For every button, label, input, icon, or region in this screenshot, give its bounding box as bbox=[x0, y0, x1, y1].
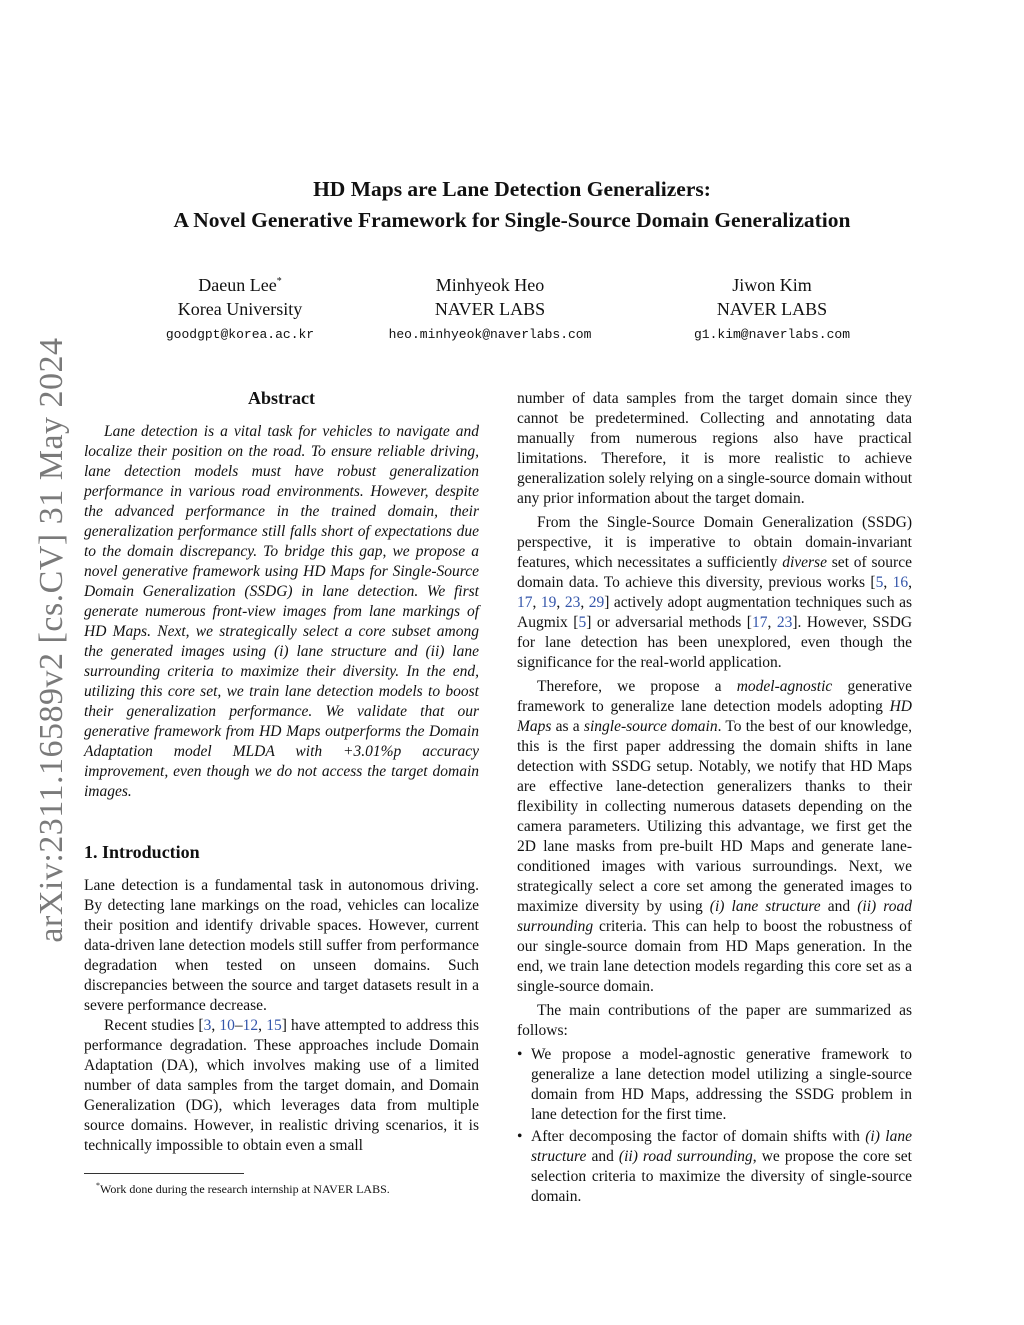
citation-link[interactable]: 23 bbox=[564, 594, 581, 611]
footnote: *Work done during the research internship at NAVER LABS. bbox=[96, 1181, 390, 1196]
abstract-text: Lane detection is a vital task for vehicles to navigate and localize their position on the road. To ensure reliable driving, lane detection models must have robust generalization performance in various road environments. However, despite the advanced performance in the trained domain, their generalization performance still falls short of expectations due to the domain discrepancy. To bridge this gap, we propose a novel generative framework using HD Maps for Single-Source Domain Generalization (SSDG) in lane detection. We first generate numerous front-view images from lane markings of HD Maps. Next, we strategically select a core subset among the generated images using (i) lane structure and (ii) lane surrounding criteria to maximize their diversity. In the end, utilizing this core set, we train lane detection models to boost their generalization performance. We validate that our generative framework from HD Maps outperforms the Domain Adaptation model MLDA with +3.01%p accuracy improvement, even though we do not access the target domain images. bbox=[84, 423, 479, 800]
author-email: g1.kim@naverlabs.com bbox=[693, 327, 851, 342]
title-line-2: A Novel Generative Framework for Single-Source Domain Generalization bbox=[173, 208, 851, 232]
right-column bbox=[517, 389, 912, 1209]
footnote-mark: * bbox=[96, 1181, 100, 1190]
list-item: • After decomposing the factor of domain shifts with (i) lane structure and (ii) road surrounding, we propose the core set selection criteria to maximize the diversity of single-source domain. bbox=[517, 1127, 912, 1207]
intro-paragraph-6: The main contributions of the paper are summarized as follows: bbox=[517, 1002, 912, 1039]
citation-link[interactable]: 3 bbox=[203, 1017, 212, 1034]
footnote-divider bbox=[84, 1173, 244, 1174]
citation-link[interactable]: 5 bbox=[875, 574, 884, 591]
introduction-heading: 1. Introduction bbox=[84, 842, 200, 862]
abstract-heading: Abstract bbox=[248, 388, 315, 408]
citation-link[interactable]: 19 bbox=[540, 594, 557, 611]
citation-link[interactable]: 17 bbox=[517, 594, 533, 611]
intro-paragraph-5: Therefore, we propose a model-agnostic generative framework to generalize lane detection models adopting HD Maps as a single-source domain. To the best of our knowledge, this is the first paper addressing the domain shifts in lane detection with SSDG setup. Notably, we notify that HD Maps are effective lane-detection generalizers thanks to their flexibility in collecting numerous datasets depending on the camera parameters. Utilizing this advantage, we first get the 2D lane masks from pre-built HD Maps and generate lane-conditioned images with various surroundings. Next, we strategically select a core set among the generated images to maximize diversity by using (i) lane structure and (ii) road surrounding criteria. This can help to boost the robustness of our single-source domain from HD Maps generation. In the end, we train lane detection models regarding this core set as a single-source domain. bbox=[517, 678, 913, 995]
list-item: • We propose a model-agnostic generative framework to generalize a lane detection model utilizing a single-source domain from HD Maps, addressing the SSDG problem in lane detection for the first time. bbox=[517, 1045, 912, 1125]
intro-paragraph-4: From the Single-Source Domain Generalization (SSDG) perspective, it is imperative to obtain domain-invariant features, which necessitates a sufficiently diverse set of source domain data. To achieve this diversity, previous works [5, 16, 17, 19, 23, 29] actively adopt augmentation techniques such as Augmix [5] or adversarial methods [17, 23]. However, SSDG for lane detection has been unexplored, even though the significance for the real-world application. bbox=[517, 514, 913, 671]
citation-link[interactable]: 23 bbox=[776, 614, 793, 631]
author-affiliation: NAVER LABS bbox=[716, 299, 828, 319]
paper-title bbox=[0, 174, 1024, 236]
citation-link[interactable]: 10 bbox=[219, 1017, 235, 1034]
author-name: Minhyeok Heo bbox=[435, 275, 545, 295]
citation-link[interactable]: 5 bbox=[578, 614, 587, 631]
citation-link[interactable]: 16 bbox=[892, 574, 909, 591]
citation-link[interactable]: 29 bbox=[588, 594, 605, 611]
citation-link[interactable]: 17 bbox=[751, 614, 768, 631]
intro-paragraph-1: Lane detection is a fundamental task in autonomous driving. By detecting lane markings on the road, vehicles can localize their position and identify drivable spaces. However, current data-driven lane detection models still suffer from performance degradation when tested on unseen domains. Such discrepancies between the source and target datasets result in a severe performance decrease. bbox=[84, 877, 479, 1014]
author-affiliation: Korea University bbox=[177, 299, 303, 319]
left-column bbox=[84, 386, 479, 1156]
author-affiliation: NAVER LABS bbox=[434, 299, 546, 319]
author-name: Jiwon Kim bbox=[732, 275, 812, 295]
citation-link[interactable]: 15 bbox=[266, 1017, 282, 1034]
author-block-1 bbox=[100, 270, 380, 345]
title-line-1: HD Maps are Lane Detection Generalizers: bbox=[313, 177, 711, 201]
author-block-3 bbox=[632, 270, 912, 345]
arxiv-identifier-stamp: arXiv:2311.16589v2 [cs.CV] 31 May 2024 bbox=[33, 337, 70, 943]
intro-paragraph-2: Recent studies [3, 10–12, 15] have attempted to address this performance degradation. These approaches include Domain Adaptation (DA), which involves making use of a limited number of data samples from the target domain, and Domain Generalization (DG), which leverages data from multiple source domains. However, in realistic driving scenarios, it is technically impossible to obtain even a small bbox=[84, 1017, 479, 1154]
contributions-list bbox=[517, 1045, 912, 1207]
intro-paragraph-3: number of data samples from the target domain since they cannot be predetermined. Collecting and annotating data manually from numerous regions also have practical limitations. Therefore, it is more realistic to achieve generalization solely relying on a single-source domain without any prior information about the target domain. bbox=[517, 390, 912, 507]
citation-link[interactable]: 12 bbox=[242, 1017, 259, 1034]
author-name: Daeun Lee* bbox=[198, 275, 282, 295]
author-email: heo.minhyeok@naverlabs.com bbox=[388, 327, 592, 342]
footnote-mark: * bbox=[276, 276, 282, 287]
author-block-2 bbox=[350, 270, 630, 345]
author-email: goodgpt@korea.ac.kr bbox=[165, 327, 315, 342]
